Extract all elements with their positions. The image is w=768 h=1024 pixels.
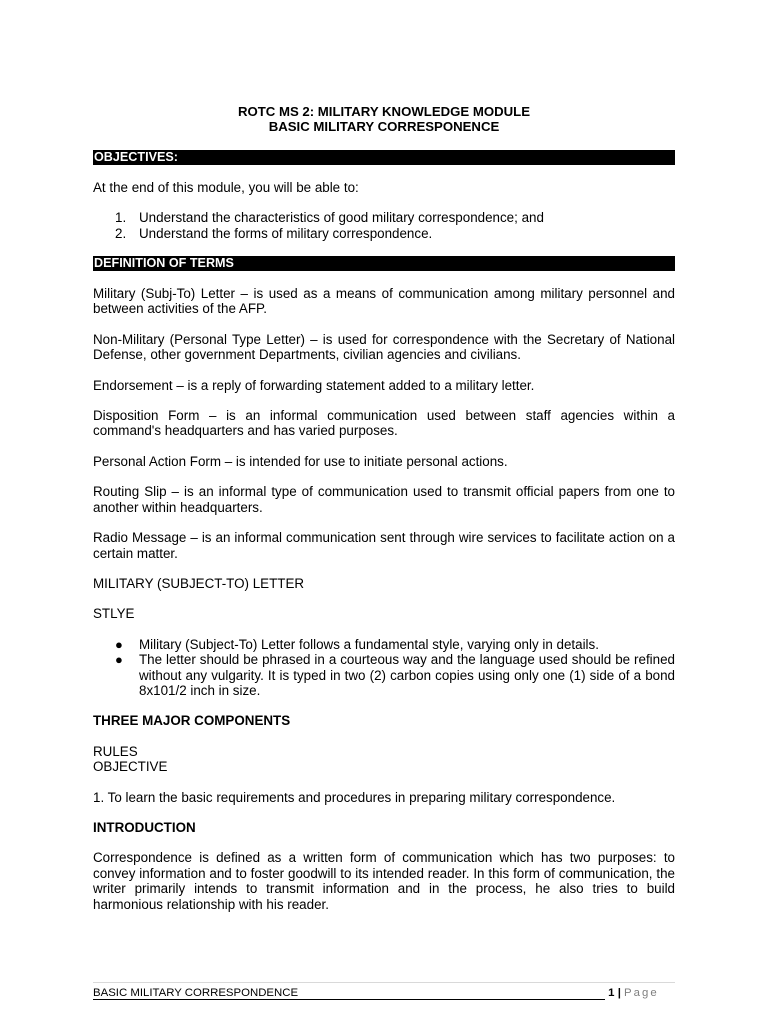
bullet-icon: ●: [115, 652, 123, 668]
list-item-text: The letter should be phrased in a courteous way and the language used should be refined without any vulgarity. It is typed in two (2) carbon copies using only one (1) side of a bond 8x101/2 inch in size.: [139, 652, 675, 698]
list-item: [93, 637, 675, 652]
definition-personal-action-form: Personal Action Form – is intended for use to initiate personal actions.: [93, 453, 508, 469]
definition-endorsement: Endorsement – is a reply of forwarding statement added to a military letter.: [93, 377, 535, 393]
definition-disposition-form: Disposition Form – is an informal communication used between staff agencies within a command's headquarters and has varied purposes.: [93, 408, 675, 439]
rules-label: RULES: [93, 743, 138, 759]
document-page: [93, 104, 675, 912]
definition-non-military-letter: Non-Military (Personal Type Letter) – is used for correspondence with the Secretary of National Defense, other government Departments, civilian agencies and civilians.: [93, 331, 675, 363]
military-letter-heading: MILITARY (SUBJECT-TO) LETTER: [93, 575, 305, 591]
list-item: [93, 210, 675, 225]
list-item-text: Understand the characteristics of good military correspondence; and: [139, 210, 544, 226]
list-item: [93, 652, 675, 698]
style-label: STLYE: [93, 606, 135, 622]
introduction-heading: INTRODUCTION: [93, 819, 196, 835]
document-title-line-1: ROTC MS 2: MILITARY KNOWLEDGE MODULE: [237, 104, 531, 119]
three-major-components-heading: THREE MAJOR COMPONENTS: [93, 713, 291, 729]
document-title-line-2: BASIC MILITARY CORRESPONENCE: [268, 119, 500, 135]
list-item-number: 2.: [115, 225, 127, 241]
objectives-list: [93, 210, 675, 241]
definition-military-letter: Military (Subj-To) Letter – is used as a means of communication among military personnel and between activities of the AFP.: [93, 286, 675, 317]
footer-page-number: 1: [608, 987, 615, 999]
style-bullet-list: [93, 637, 675, 699]
definition-routing-slip: Routing Slip – is an informal type of communication used to transmit official papers from one to another within headquarters.: [93, 484, 675, 515]
list-item: [93, 226, 675, 241]
introduction-text: Correspondence is defined as a written form of communication which has two purposes: to convey information and to foster goodwill to its intended reader. In this form of communication, the writer primarily intends to transmit information and in the process, he also tries to build harmonious relationship with his reader.: [93, 850, 675, 912]
page-footer: [93, 982, 675, 1000]
objective-item: 1. To learn the basic requirements and procedures in preparing military correspondence.: [93, 789, 616, 805]
definition-radio-message: Radio Message – is an informal communication sent through wire services to facilitate action on a certain matter.: [93, 530, 675, 561]
list-item-text: Military (Subject-To) Letter follows a fundamental style, varying only in details.: [139, 636, 599, 652]
objectives-intro: At the end of this module, you will be able to:: [93, 179, 359, 195]
bullet-icon: ●: [115, 636, 123, 652]
footer-page-word: Page: [624, 987, 659, 999]
objectives-heading-bar: OBJECTIVES:: [93, 150, 675, 165]
footer-document-title: BASIC MILITARY CORRESPONDENCE: [93, 987, 605, 1000]
objective-label: OBJECTIVE: [93, 759, 168, 775]
definitions-heading-bar: DEFINITION OF TERMS: [93, 256, 675, 271]
list-item-text: Understand the forms of military correspondence.: [139, 225, 433, 241]
footer-separator: |: [617, 987, 621, 999]
list-item-number: 1.: [115, 210, 127, 226]
